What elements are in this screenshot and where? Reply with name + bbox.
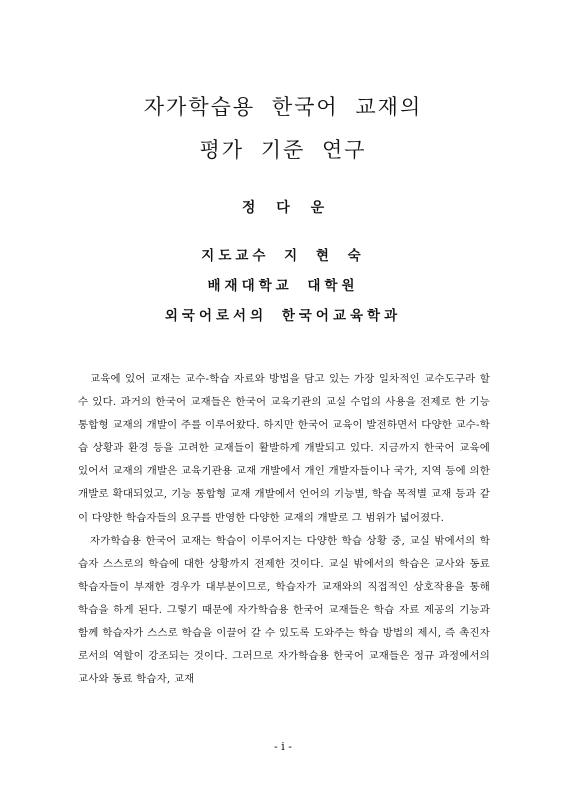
abstract-paragraph-1: 교육에 있어 교재는 교수-학습 자료와 방법을 담고 있는 가장 일차적인 교수도구라 할 수 있다. 과거의 한국어 교재들은 한국어 교육기관의 교실 수업의 사용을 전제로 한 기능 통합형 교재의 개발이 주를 이루어왔다. 하지만 한국어 교육이 발전하면서 다양한 교수-학습 상황과 환경 등을 고려한 교재들이 활발하게 개발되고 있다. 지금까지 한국어 교육에 있어서 교재의 개발은 교육기관용 교재 개발에서 개인 개발자들이나 국가, 지역 등에 의한 개발로 확대되었고, 기능 통합형 교재 개발에서 언어의 기능별, 학습 목적별 교재 등과 같이 다양한 학습자들의 요구를 반영한 다양한 교재의 개발로 그 범위가 넓어졌다.: [78, 373, 490, 524]
school-line: 배재대학교 대학원: [207, 278, 359, 294]
department-line: 외국어로서의 한국어교육학과: [164, 308, 402, 324]
title-line-1: 자가학습용 한국어 교재의: [143, 95, 423, 119]
advisor-line: 지도교수 지 현 숙: [201, 248, 365, 264]
page-number: - i -: [274, 740, 292, 753]
abstract-body: [78, 368, 490, 691]
abstract-paragraph-2: 자가학습용 한국어 교재는 학습이 이루어지는 다양한 학습 상황 중, 교실 밖에서의 학습자 스스로의 학습에 대한 상황까지 전제한 것이다. 교실 밖에서의 학습은 교사와 동료 학습자들이 부재한 경우가 대부분이므로, 학습자가 교재와의 직접적인 상호작용을 통해 학습을 하게 된다. 그렇기 때문에 자가학습용 한국어 교재들은 학습 자료 제공의 기능과 함께 학습자가 스스로 학습을 이끌어 갈 수 있도록 도와주는 학습 방법의 제시, 즉 촉진자로서의 역할이 강조되는 것이다. 그러므로 자가학습용 한국어 교재들은 정규 과정에서의 교사와 동료 학습자, 교재: [78, 534, 490, 686]
title-line-2: 평가 기준 연구: [199, 138, 367, 162]
author-name: 정 다 운: [241, 200, 325, 216]
